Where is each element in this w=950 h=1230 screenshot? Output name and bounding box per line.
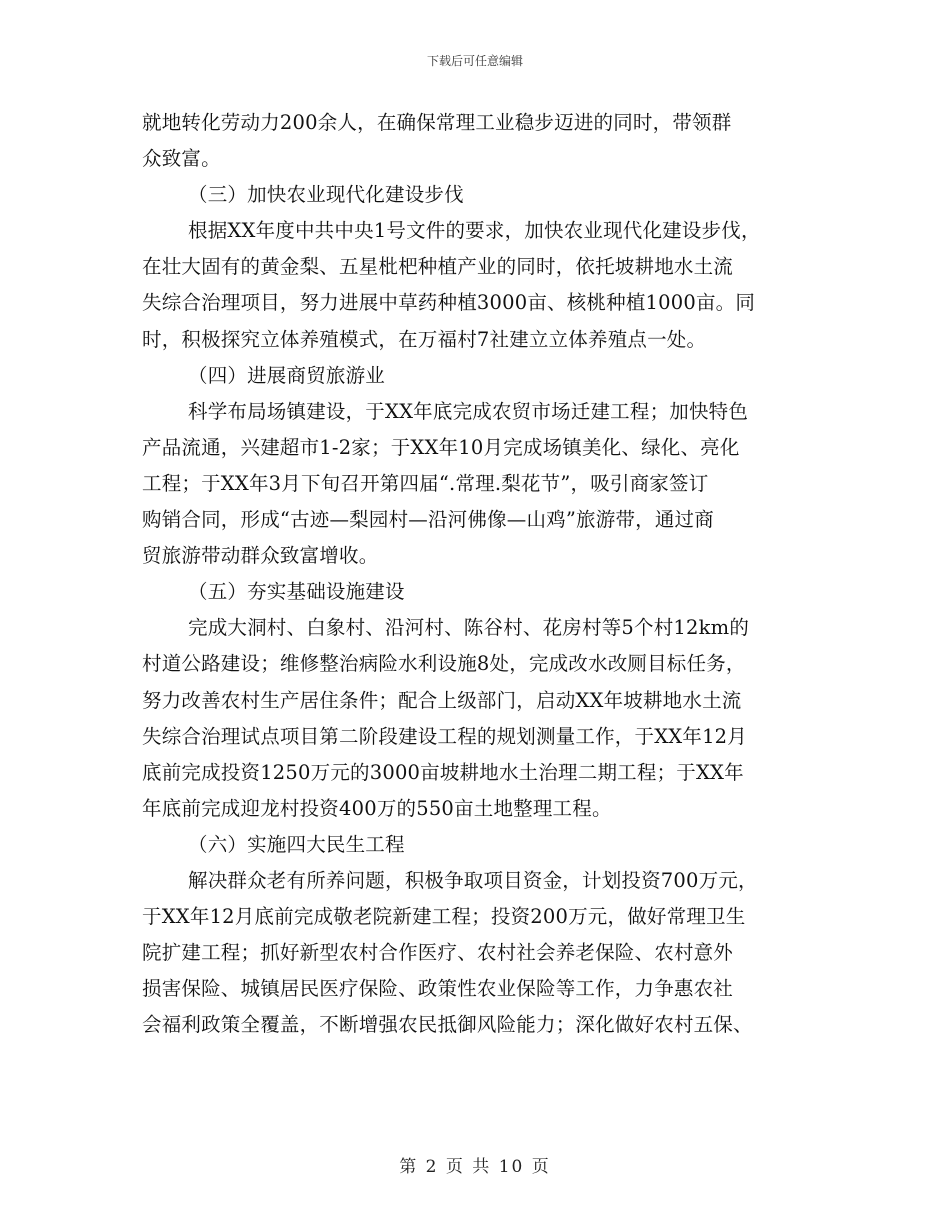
section-heading: （四）进展商贸旅游业 <box>188 363 386 387</box>
text-line: 院扩建工程；抓好新型农村合作医疗、农村社会养老保险、农村意外 <box>142 941 734 965</box>
text-line: 年底前完成迎龙村投资400万的550亩土地整理工程。 <box>142 796 612 820</box>
text-line: 产品流通，兴建超市1-2家；于XX年10月完成场镇美化、绿化、亮化 <box>142 435 740 459</box>
text-line: 努力改善农村生产居住条件；配合上级部门，启动XX年坡耕地水土流 <box>142 688 742 712</box>
paragraph-first-line: 根据XX年度中共中央1号文件的要求，加快农业现代化建设步伐， <box>188 219 761 243</box>
document-body <box>142 105 810 1043</box>
text-line: 众致富。 <box>142 147 221 171</box>
section-heading: （六）实施四大民生工程 <box>188 832 405 856</box>
paragraph-first-line: 科学布局场镇建设，于XX年底完成农贸市场迁建工程；加快特色 <box>188 399 749 423</box>
text-line: 于XX年12月底前完成敬老院新建工程；投资200万元，做好常理卫生 <box>142 905 746 929</box>
text-line: 工程；于XX年3月下旬召开第四届“.常理.梨花节”，吸引商家签订 <box>142 471 709 495</box>
text-line: 村道公路建设；维修整治病险水利设施8处，完成改水改厕目标任务， <box>142 652 746 676</box>
page-header: 下载后可任意编辑 <box>426 54 523 68</box>
paragraph-first-line: 完成大洞村、白象村、沿河村、陈谷村、花房村等5个村12km的 <box>188 616 750 640</box>
text-line: 就地转化劳动力200余人，在确保常理工业稳步迈进的同时，带领群 <box>142 111 732 134</box>
text-line: 失综合治理项目，努力进展中草药种植3000亩、核桃种植1000亩。同 <box>142 291 756 315</box>
page-number-footer: 第 2 页 共 10 页 <box>399 1157 551 1177</box>
text-line: 在壮大固有的黄金梨、五星枇杷种植产业的同时，依托坡耕地水土流 <box>142 255 734 279</box>
section-heading: （三）加快农业现代化建设步伐 <box>188 183 464 207</box>
text-line: 时，积极探究立体养殖模式，在万福村7社建立立体养殖点一处。 <box>142 327 707 351</box>
text-line: 失综合治理试点项目第二阶段建设工程的规划测量工作，于XX年12月 <box>142 724 747 748</box>
text-line: 贸旅游带动群众致富增收。 <box>142 544 379 568</box>
text-line: 损害保险、城镇居民医疗保险、政策性农业保险等工作，力争惠农社 <box>142 977 734 1001</box>
paragraph-first-line: 解决群众老有所养问题，积极争取项目资金，计划投资700万元， <box>188 868 758 892</box>
section-heading: （五）夯实基础设施建设 <box>188 580 405 604</box>
text-line: 购销合同，形成“古迹—梨园村—沿河佛像—山鸡”旅游带，通过商 <box>142 508 714 532</box>
text-line: 底前完成投资1250万元的3000亩坡耕地水土治理二期工程；于XX年 <box>142 760 744 784</box>
text-line: 会福利政策全覆盖，不断增强农民抵御风险能力；深化做好农村五保、 <box>142 1013 753 1037</box>
